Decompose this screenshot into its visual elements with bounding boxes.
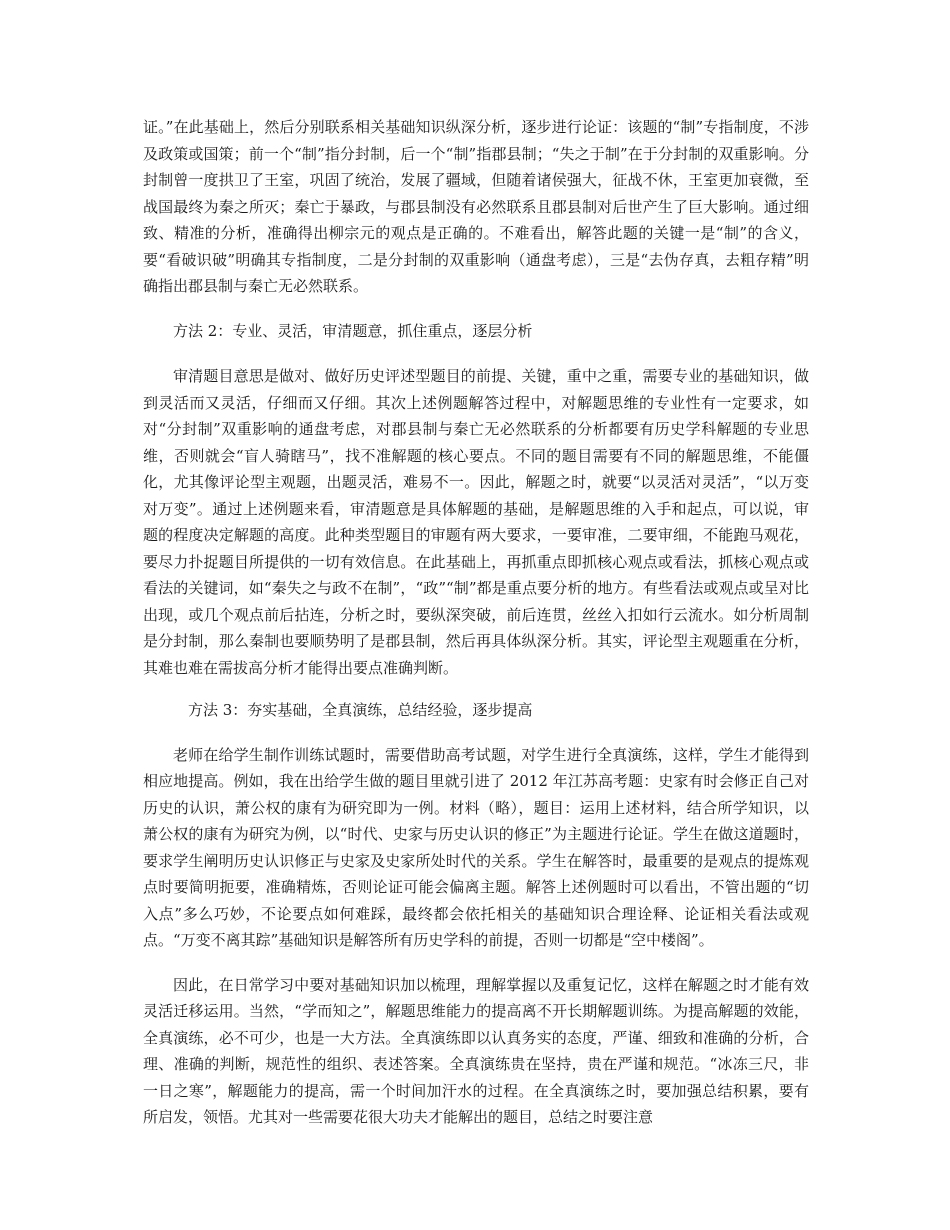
- heading-method-2: 方法 2：专业、灵活，审清题意，抓住重点，逐层分析: [173, 321, 533, 340]
- heading-method-3: 方法 3：夯实基础，全真演练，总结经验，逐步提高: [188, 701, 533, 719]
- paragraph-conclusion: 因此，在日常学习中要对基础知识加以梳理，理解掌握以及重复记忆，这样在解题之时才能有效灵活迁移运用。当然，“学而知之”，解题思维能力的提高离不开长期解题训练。为提高解题的效能，全真演练，必不可少，也是一大方法。全真演练即以认真务实的态度，严谨、细致和准确的分析，合理、准确的判断，规范性的组织、表述答案。全真演练贵在坚持，贵在严谨和规范。“冰冻三尺，非一日之寒”，解题能力的提高，需一个时间加汗水的过程。在全真演练之时，要加强总结积累，要有所启发，领悟。尤其对一些需要花很大功夫才能解出的题目，总结之时要注意: [143, 975, 809, 1126]
- document-body: [143, 114, 809, 1131]
- paragraph-continued: 证。”在此基础上，然后分别联系相关基础知识纵深分析，逐步进行论证：该题的“制”专指制度，不涉及政策或国策；前一个“制”指分封制，后一个“制”指郡县制；“失之于制”在于分封制的双重影响。分封制曾一度拱卫了王室，巩固了统治，发展了疆域，但随着诸侯强大，征战不休，王室更加衰微，至战国最终为秦之所灭；秦亡于暴政，与郡县制没有必然联系且郡县制对后世产生了巨大影响。通过细致、精准的分析，准确得出柳宗元的观点是正确的。不难看出，解答此题的关键一是“制”的含义，要“看破识破”明确其专指制度，二是分封制的双重影响（通盘考虑），三是“去伪存真，去粗存精”明确指出郡县制与秦亡无必然联系。: [143, 118, 809, 295]
- paragraph-method-3: 老师在给学生制作训练试题时，需要借助高考试题，对学生进行全真演练，这样，学生才能得到相应地提高。例如，我在出给学生做的题目里就引进了 2012 年江苏高考题：史家有时会修正自己对历史的认识，萧公权的康有为研究即为一例。材料（略），题目：运用上述材料，结合所学知识，以萧公权的康有为研究为例，以“时代、史家与历史认识的修正”为主题进行论证。学生在做这道题时，要求学生阐明历史认识修正与史家及史家所处时代的关系。学生在解答时，最重要的是观点的提炼观点时要简明扼要，准确精炼，否则论证可能会偏离主题。解答上述例题时可以看出，不管出题的“切入点”多么巧妙，不论要点如何难踩，最终都会依托相关的基础知识合理诠释、论证相关看法或观点。“万变不离其踪”基础知识是解答所有历史学科的前提，否则一切都是“空中楼阁”。: [143, 745, 809, 949]
- paragraph-method-2: 审清题目意思是做对、做好历史评述型题目的前提、关键，重中之重，需要专业的基础知识，做到灵活而又灵活，仔细而又仔细。其次上述例题解答过程中，对解题思维的专业性有一定要求，如对“分封制”双重影响的通盘考虑，对郡县制与秦亡无必然联系的分析都要有历史学科解题的专业思维，否则就会“盲人骑瞎马”，找不准解题的核心要点。不同的题目需要有不同的解题思维，不能僵化，尤其像评论型主观题，出题灵活，难易不一。因此，解题之时，就要“以灵活对灵活”，“以万变对万变”。通过上述例题来看，审清题意是具体解题的基础，是解题思维的入手和起点，可以说，审题的程度决定解题的高度。此种类型题目的审题有两大要求，一要审准，二要审细，不能跑马观花，要尽力扑捉题目所提供的一切有效信息。在此基础上，再抓重点即抓核心观点或看法，抓核心观点或看法的关键词，如“秦失之与政不在制”，“政”“制”都是重点要分析的地方。有些看法或观点或呈对比出现，或几个观点前后拈连，分析之时，要纵深突破，前后连贯，丝丝入扣如行云流水。如分析周制是分封制，那么秦制也要顺势明了是郡县制，然后再具体纵深分析。其实，评论型主观题重在分析，其难也难在需拔高分析才能得出要点准确判断。: [143, 367, 809, 677]
